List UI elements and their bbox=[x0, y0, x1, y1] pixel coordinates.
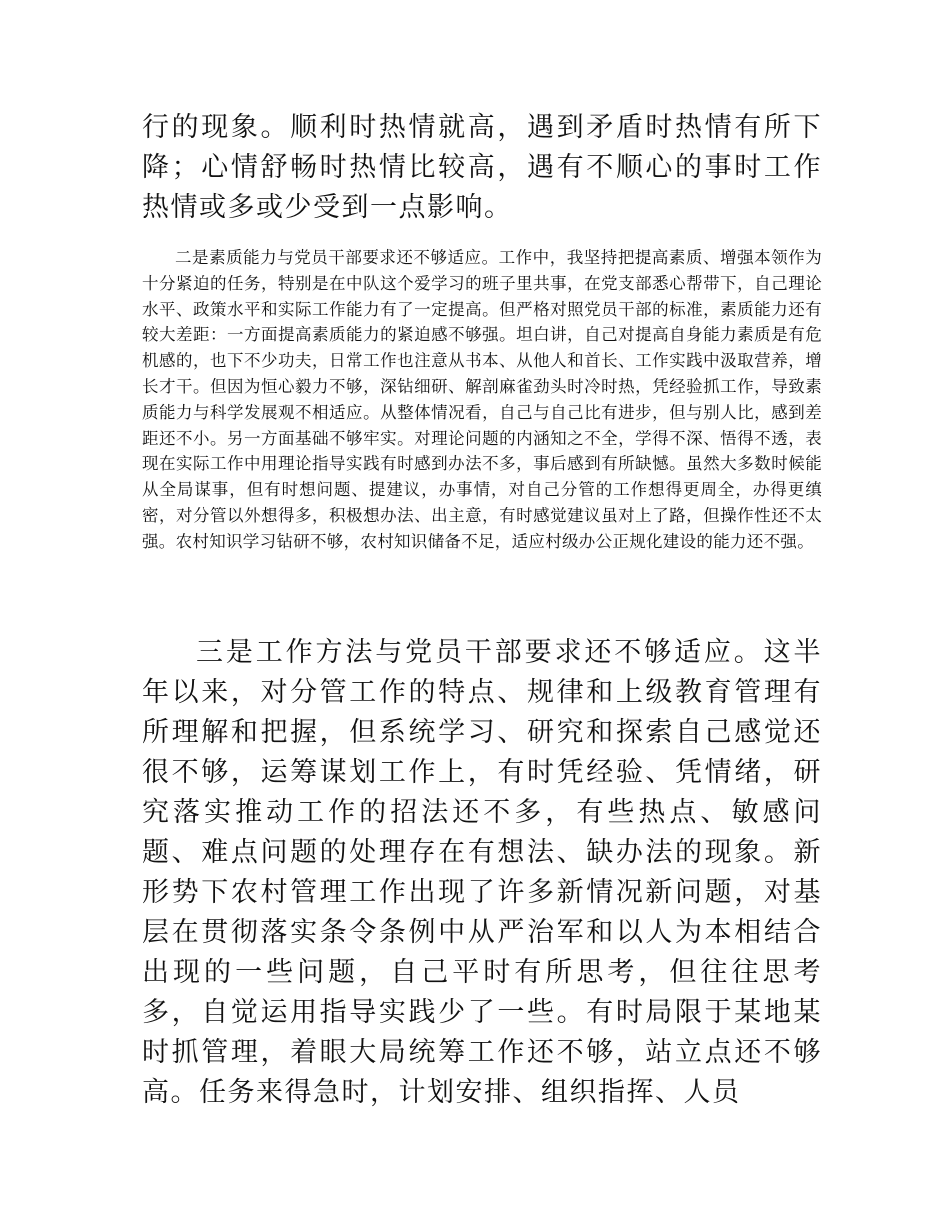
paragraph-quality-ability: 二是素质能力与党员干部要求还不够适应。工作中，我坚持把提高素质、增强本领作为十分紧迫的任务，特别是在中队这个爱学习的班子里共事，在党支部悉心帮带下，自己理论水平、政策水平和实际工作能力有了一定提高。但严格对照党员干部的标准，素质能力还有较大差距：一方面提高素质能力的紧迫感不够强。坦白讲，自己对提高自身能力素质是有危机感的，也下不少功夫，日常工作也注意从书本、从他人和首长、工作实践中汲取营养，增长才干。但因为恒心毅力不够，深钻细研、解剖麻雀劲头时冷时热，凭经验抓工作，导致素质能力与科学发展观不相适应。从整体情况看，自己与自己比有进步，但与别人比，感到差距还不小。另一方面基础不够牢实。对理论问题的内涵知之不全，学得不深、悟得不透，表现在实际工作中用理论指导实践有时感到办法不多，事后感到有所缺憾。虽然大多数时候能从全局谋事，但有时想问题、提建议，办事情，对自己分管的工作想得更周全，办得更缜密，对分管以外想得多，积极想办法、出主意，有时感觉建议虽对上了路，但操作性还不太强。农村知识学习钻研不够，农村知识储备不足，适应村级办公正规化建设的能力还不强。 bbox=[142, 248, 822, 551]
paragraph-work-method: 三是工作方法与党员干部要求还不够适应。这半年以来，对分管工作的特点、规律和上级教育管理有所理解和把握，但系统学习、研究和探索自己感觉还很不够，运筹谋划工作上，有时凭经验、凭情绪，研究落实推动工作的招法还不多，有些热点、敏感问题、难点问题的处理存在有想法、缺办法的现象。新形势下农村管理工作出现了许多新情况新问题，对基层在贯彻落实条令条例中从严治军和以人为本相结合出现的一些问题，自己平时有所思考，但往往思考多，自觉运用指导实践少了一些。有时局限于某地某时抓管理，着眼大局统筹工作还不够，站立点还不够高。任务来得急时，计划安排、组织指挥、人员 bbox=[142, 637, 822, 1108]
paragraph-continuation: 行的现象。顺利时热情就高，遇到矛盾时热情有所下降；心情舒畅时热情比较高，遇有不顺心的事时工作热情或多或少受到一点影响。 bbox=[142, 112, 822, 223]
